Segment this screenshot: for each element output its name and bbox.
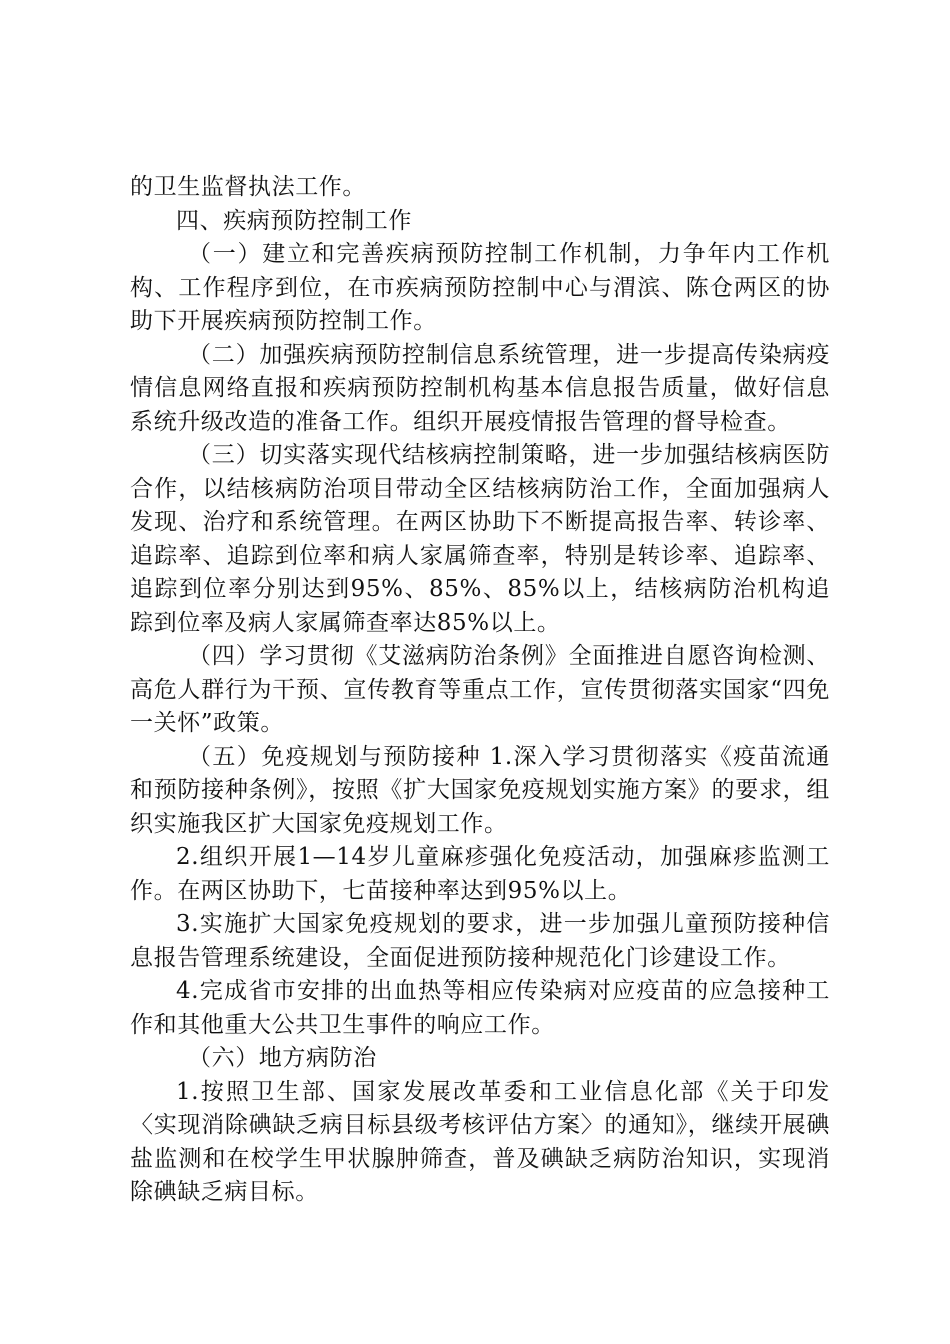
paragraph-subitem-3: 3.实施扩大国家免疫规划的要求，进一步加强儿童预防接种信息报告管理系统建设，全面促进预防接种规范化门诊建设工作。 bbox=[130, 911, 830, 971]
paragraph-subitem-4: 4.完成省市安排的出血热等相应传染病对应疫苗的应急接种工作和其他重大公共卫生事件的响应工作。 bbox=[130, 978, 830, 1038]
paragraph-endemic-1: 1.按照卫生部、国家发展改革委和工业信息化部《关于印发〈实现消除碘缺乏病目标县级考核评估方案〉的通知》，继续开展碘盐监测和在校学生甲状腺肿筛查，普及碘缺乏病防治知识，实现消除碘缺乏病目标。 bbox=[130, 1078, 830, 1205]
paragraph-item-1: （一）建立和完善疾病预防控制工作机制，力争年内工作机构、工作程序到位，在市疾病预防控制中心与渭滨、陈仓两区的协助下开展疾病预防控制工作。 bbox=[130, 241, 830, 334]
paragraph-subitem-2: 2.组织开展1—14岁儿童麻疹强化免疫活动，加强麻疹监测工作。在两区协助下，七苗接种率达到95%以上。 bbox=[130, 844, 830, 904]
paragraph-item-2: （二）加强疾病预防控制信息系统管理，进一步提高传染病疫情信息网络直报和疾病预防控制机构基本信息报告质量，做好信息系统升级改造的准备工作。组织开展疫情报告管理的督导检查。 bbox=[130, 341, 830, 435]
paragraph-item-3: （三）切实落实现代结核病控制策略，进一步加强结核病医防合作，以结核病防治项目带动全区结核病防治工作，全面加强病人发现、治疗和系统管理。在两区协助下不断提高报告率、转诊率、追踪率、追踪到位率和病人家属筛查率，特别是转诊率、追踪率、追踪到位率分别达到95%、85%、85%以上，结核病防治机构追踪到位率及病人家属筛查率达85%以上。 bbox=[130, 442, 830, 636]
paragraph-continuation: 的卫生监督执法工作。 bbox=[130, 174, 366, 200]
paragraph-item-4: （四）学习贯彻《艾滋病防治条例》全面推进自愿咨询检测、高危人群行为干预、宣传教育等重点工作，宣传贯彻落实国家“四免一关怀”政策。 bbox=[130, 643, 830, 736]
section-heading-endemic: （六）地方病防治 bbox=[188, 1045, 377, 1071]
document-body bbox=[130, 171, 830, 1210]
section-heading-disease-control: 四、疾病预防控制工作 bbox=[176, 207, 412, 234]
paragraph-item-5: （五）免疫规划与预防接种 1.深入学习贯彻落实《疫苗流通和预防接种条例》，按照《扩大国家免疫规划实施方案》的要求，组织实施我区扩大国家免疫规划工作。 bbox=[130, 743, 830, 837]
